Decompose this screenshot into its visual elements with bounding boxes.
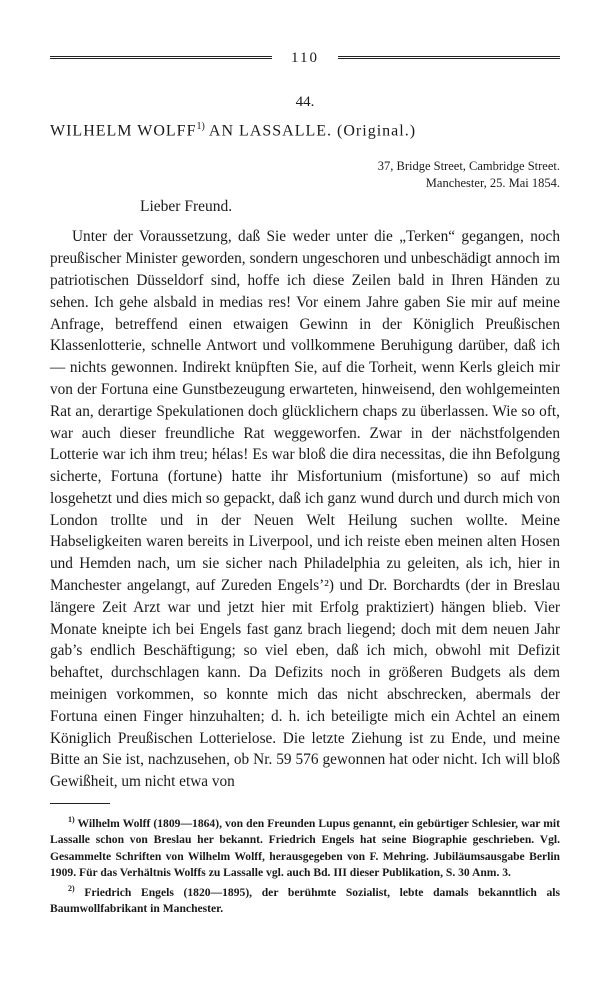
footnote-1 bbox=[50, 812, 560, 881]
book-page bbox=[50, 40, 560, 918]
letter-title bbox=[50, 121, 560, 140]
footnote-text: Wilhelm Wolff (1809—1864), von den Freunden Lupus genannt, ein gebürtiger Schlesier, war mit Lassalle schon von Breslau her bekannt. Friedrich Engels hat seine Biographie geschrieben. Vgl. Gesammelte Schriften von Wilhelm Wolff, herausgegeben von F. Mehring. Jubiläumsausgabe Berlin 1909. Für das Verhältnis Wolffs zu Lassalle vgl. auch Bd. III dieser Publikation, S. 30 Anm. 3. bbox=[50, 816, 560, 879]
footnote-2 bbox=[50, 881, 560, 917]
page-number: 110 bbox=[291, 50, 319, 66]
letter-title-recipient: AN LASSALLE. (Original.) bbox=[204, 122, 417, 140]
footnotes bbox=[50, 812, 560, 918]
footnote-ref-1: 1) bbox=[196, 121, 205, 132]
salutation: Lieber Freund. bbox=[140, 198, 233, 216]
footnote-mark: 2) bbox=[68, 884, 75, 894]
sender-address bbox=[50, 158, 560, 192]
footnote-divider bbox=[50, 803, 110, 804]
footnote-mark: 1) bbox=[68, 815, 75, 825]
footnote-text: Friedrich Engels (1820—1895), der berühmte Sozialist, lebte damals bekanntlich als Baumwollfabrikant in Manchester. bbox=[50, 885, 560, 916]
letter-body bbox=[50, 226, 560, 793]
letter-number: 44. bbox=[295, 94, 315, 110]
letter-body-text: Unter der Voraussetzung, daß Sie weder unter die „Terken“ gegangen, noch preußischer Minister geworden, sondern ungeschoren und unbeschädigt annoch im patriotischen Düsseldorf sind, hoffe ich diese Zeilen bald in Ihren Händen zu sehen. Ich gehe alsbald in medias res! Vor einem Jahre gaben Sie mir auf meine Anfrage, betreffend einen etwaigen Gewinn in der Königlich Preußischen Klassenlotterie, schnelle Antwort und vollkommene Beruhigung darüber, daß ich — nichts gewonnen. Indirekt knüpften Sie, auf die Torheit, wenn Kerls gleich mir von der Fortuna eine Gunstbezeugung erwarteten, hinweisend, den wohlgemeinten Rat an, derartige Spekulationen doch glücklichern chaps zu überlassen. Wie so oft, war auch dieser freundliche Rat weggeworfen. Zwar in der nächstfolgenden Lotterie war ich ihm treu; hélas! Es war bloß die dira necessitas, die ihn Befolgung sicherte, Fortuna (fortune) hatte ihr Misfortunium (misfortune) so auf mich losgehetzt und dies mich so gepackt, daß ich ganz wund durch und durch mich von London trollte und in der Neuen Welt Heilung suchen wollte. Meine Habseligkeiten waren bereits in Liverpool, und ich reiste eben meinen alten Hosen und Hemden nach, um sie sicher nach Philadelphia zu geleiten, als ich, hier in Manchester angelangt, auf Zureden Engels’²) und Dr. Borchardts (der in Breslau längere Zeit Arzt war und jetzt hier mit Erfolg praktiziert) hängen blieb. Vier Monate kneipte ich bei Engels fast ganz brach liegend; doch mit dem neuen Jahr gab’s endlich Beschäftigung; so viel eben, daß ich mich, obwohl mit Defizit behaftet, durchschlagen kann. Da Defizits noch in größeren Budgets als dem meinigen vorkommen, so konnte mich das nicht abschrecken, abermals der Fortuna einen Finger hinzuhalten; d. h. ich beteiligte mich ein Achtel an einem Königlich Preußischen Lotterielose. Die letzte Ziehung ist zu Ende, und meine Bitte an Sie ist, nachzusehen, ob Nr. 59 576 gewonnen hat oder nicht. Ich will bloß Gewißheit, um nicht etwa von bbox=[50, 228, 560, 791]
address-street: 37, Bridge Street, Cambridge Street. bbox=[377, 159, 560, 174]
address-date: Manchester, 25. Mai 1854. bbox=[425, 176, 560, 191]
page-header bbox=[50, 40, 560, 70]
header-rule-right bbox=[338, 56, 560, 59]
letter-title-sender: WILHELM WOLFF bbox=[50, 122, 197, 140]
